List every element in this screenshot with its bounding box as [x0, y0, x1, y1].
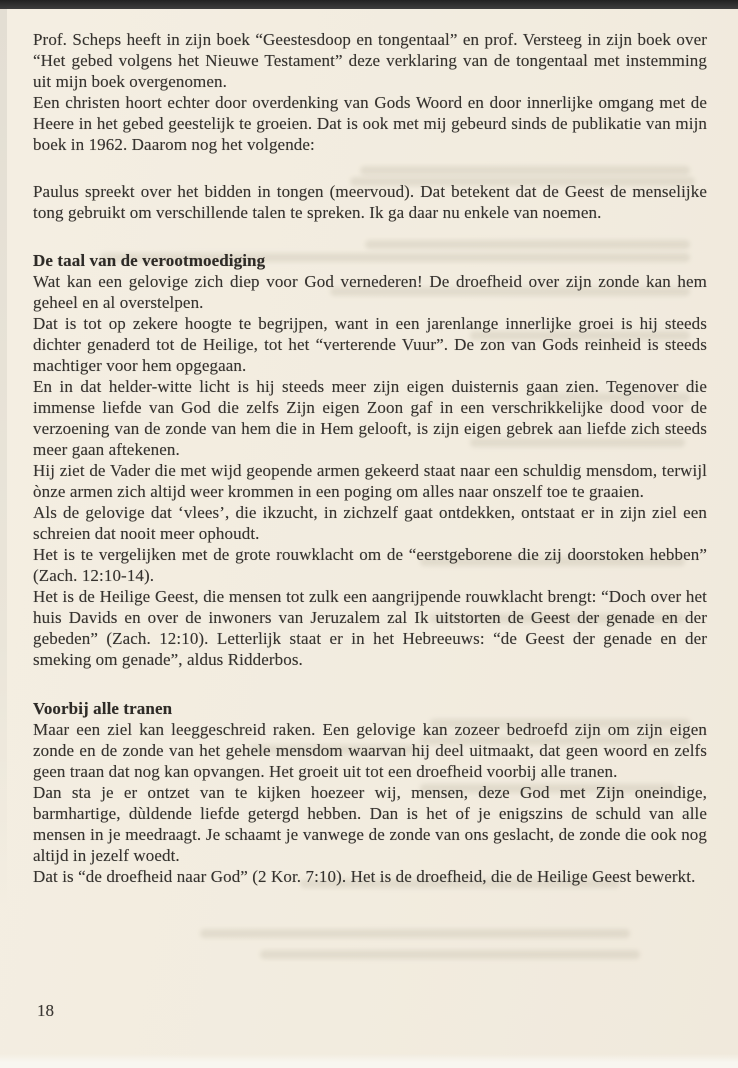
bleed-through-smudge — [260, 950, 640, 959]
body-paragraph: Paulus spreekt over het bidden in tongen (meervoud). Dat betekent dat de Geest de menselijke tong gebruikt om verschillende talen te spreken. Ik ga daar nu enkele van noemen. — [33, 182, 707, 222]
body-paragraph: Dat is tot op zekere hoogte te begrijpen, want in een jarenlange innerlijke groei is hij steeds dichter genaderd tot de Heilige, tot het “verterende Vuur”. De zon van Gods reinheid is steeds machtiger voor hem opgegaan. — [33, 314, 707, 375]
body-paragraph: Als de gelovige dat ‘vlees’, die ikzucht, in zichzelf gaat ontdekken, ontstaat er in zijn ziel een schreien dat nooit meer ophoudt. — [33, 503, 707, 543]
section-verootmoediging — [33, 250, 707, 670]
tongen-section — [33, 181, 707, 223]
section-heading: De taal van de verootmoediging — [33, 251, 266, 270]
body-paragraph: En in dat helder-witte licht is hij steeds meer zijn eigen duisternis gaan zien. Tegenover die immense liefde van God die zelfs Zijn eigen Zoon gaf in een verschrikkelijke dood voor de verzoening van de zonde van hem die in Hem gelooft, is zijn eigen gebrek aan liefde zich steeds meer gaan aftekenen. — [33, 377, 707, 459]
section-heading: Voorbij alle tranen — [33, 699, 173, 718]
body-paragraph: Prof. Scheps heeft in zijn boek “Geestesdoop en tongentaal” en prof. Versteeg in zijn boek over “Het gebed volgens het Nieuwe Testament” deze verklaring van de tongentaal met instemming uit mijn boek overgenomen. — [33, 30, 707, 91]
body-paragraph: Dat is “de droefheid naar God” (2 Kor. 7:10). Het is de droefheid, die de Heilige Geest bewerkt. — [33, 867, 696, 886]
body-paragraph: Hij ziet de Vader die met wijd geopende armen gekeerd staat naar een schuldig mensdom, terwijl ònze armen zich altijd weer krommen in een poging om alles naar onszelf toe te graaien. — [33, 461, 707, 501]
intro-section — [33, 29, 707, 155]
bleed-through-smudge — [200, 929, 630, 938]
scan-edge-bottom — [0, 1054, 738, 1068]
body-paragraph: Het is de Heilige Geest, die mensen tot zulk een aangrijpende rouwklacht brengt: “Doch over het huis Davids en over de inwoners van Jeruzalem zal Ik uitstorten de Geest der genade en der gebeden” (Zach. 12:10). Letterlijk staat er in het Hebreeuws: “de Geest der genade en der smeking om genade”, aldus Ridderbos. — [33, 587, 707, 669]
body-paragraph: Wat kan een gelovige zich diep voor God vernederen! De droefheid over zijn zonde kan hem geheel en al overstelpen. — [33, 272, 707, 312]
scan-edge-top — [0, 0, 738, 9]
page-body — [33, 29, 707, 887]
body-paragraph: Dan sta je er ontzet van te kijken hoezeer wij, mensen, deze God met Zijn oneindige, barmhartige, dùldende liefde getergd hebben. Dan is het of je enigszins de schuld van alle mensen in je meedraagt. Je schaamt je vanwege de zonde van ons geslacht, de zonde die ook nog altijd in jezelf woedt. — [33, 783, 707, 865]
section-tranen — [33, 698, 707, 887]
scan-edge-left — [0, 9, 7, 909]
body-paragraph: Het is te vergelijken met de grote rouwklacht om de “eerstgeborene die zij doorstoken hebben” (Zach. 12:10-14). — [33, 545, 707, 585]
body-paragraph: Een christen hoort echter door overdenking van Gods Woord en door innerlijke omgang met de Heere in het gebed geestelijk te groeien. Dat is ook met mij gebeurd sinds de publikatie van mijn boek in 1962. Daarom nog het volgende: — [33, 93, 707, 154]
body-paragraph: Maar een ziel kan leeggeschreid raken. Een gelovige kan zozeer bedroefd zijn om zijn eigen zonde en de zonde van het gehele mensdom waarvan hij deel uitmaakt, dat geen woord en zelfs geen traan dat nog kan opvangen. Het groeit uit tot een droefheid voorbij alle tranen. — [33, 720, 707, 781]
page-number: 18 — [37, 1001, 54, 1020]
